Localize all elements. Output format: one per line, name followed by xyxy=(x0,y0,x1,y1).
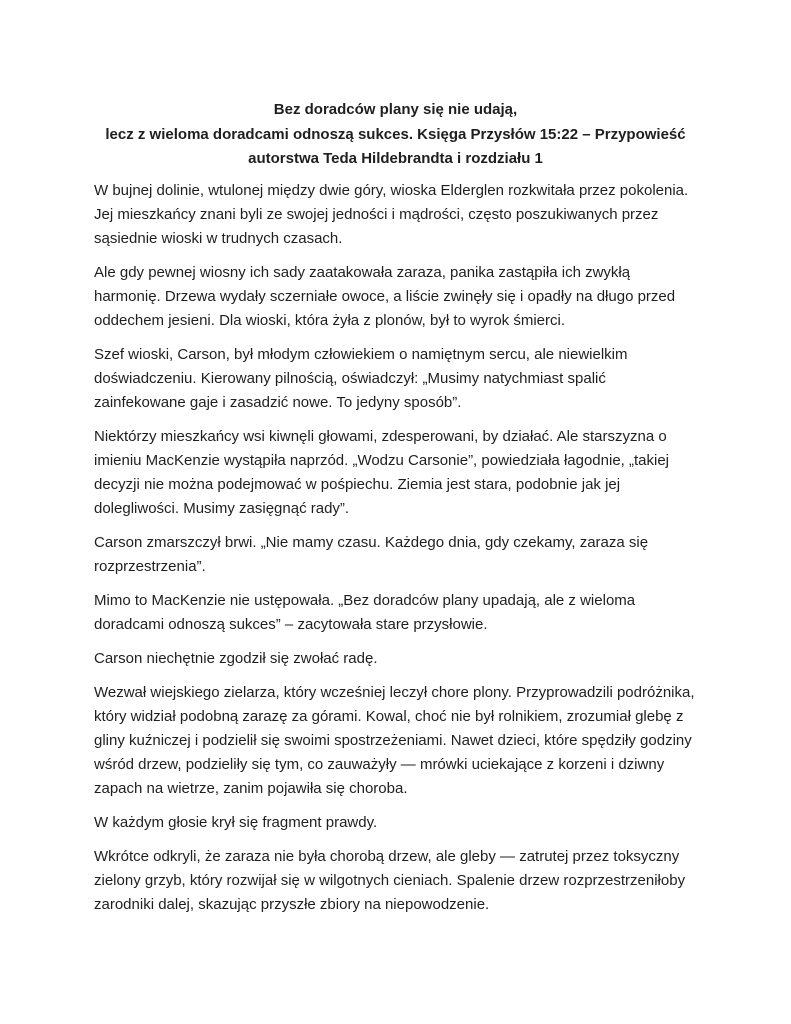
paragraph-9: W każdym głosie krył się fragment prawdy. xyxy=(94,813,378,831)
title-line-1: Bez doradców plany się nie udają, xyxy=(273,101,518,118)
paragraph-6: Mimo to MacKenzie nie ustępowała. „Bez doradców plany upadają, ale z wieloma doradcami odnoszą sukces” – zacytowała stare przysłowie. xyxy=(94,591,636,633)
title-line-3: autorstwa Teda Hildebrandta i rozdziału 1 xyxy=(248,150,543,167)
paragraph-1: W bujnej dolinie, wtulonej między dwie góry, wioska Elderglen rozkwitała przez pokolenia. Jej mieszkańcy znani byli ze swojej jedności i mądrości, często poszukiwanych przez sąsiednie wioski w trudnych czasach. xyxy=(94,181,689,247)
document-title xyxy=(94,98,697,172)
paragraph-3: Szef wioski, Carson, był młodym człowiekiem o namiętnym sercu, ale niewielkim doświadczeniu. Kierowany pilnością, oświadczył: „Musimy natychmiast spalić zainfekowane gaje i zasadzić nowe. To jedyny sposób”. xyxy=(94,345,628,411)
paragraph-2: Ale gdy pewnej wiosny ich sady zaatakowała zaraza, panika zastąpiła ich zwykłą harmonię. Drzewa wydały sczerniałe owoce, a liście zwinęły się i opadły na długo przed oddechem jesieni. Dla wioski, która żyła z plonów, był to wyrok śmierci. xyxy=(94,263,676,329)
paragraph-10: Wkrótce odkryli, że zaraza nie była chorobą drzew, ale gleby — zatrutej przez toksyczny zielony grzyb, który rozwijał się w wilgotnych cieniach. Spalenie drzew rozprzestrzeniłoby zarodniki dalej, skazując przyszłe zbiory na niepowodzenie. xyxy=(94,847,686,913)
paragraph-8: Wezwał wiejskiego zielarza, który wcześniej leczył chore plony. Przyprowadzili podróżnika, który widział podobną zarazę za górami. Kowal, choć nie był rolnikiem, zrozumiał glebę z gliny kuźniczej i podzielił się swoimi spostrzeżeniami. Nawet dzieci, które spędziły godziny wśród drzew, podzieliły się tym, co zauważyły — mrówki uciekające z korzeni i dziwny zapach na wietrze, zanim pojawiła się choroba. xyxy=(94,683,695,797)
title-line-2: lecz z wieloma doradcami odnoszą sukces. Księga Przysłów 15:22 – Przypowieść xyxy=(105,125,686,143)
paragraph-5: Carson zmarszczył brwi. „Nie mamy czasu. Każdego dnia, gdy czekamy, zaraza się rozprzestrzenia”. xyxy=(94,533,649,575)
document-body xyxy=(94,179,697,917)
paragraph-7: Carson niechętnie zgodził się zwołać radę. xyxy=(94,649,378,667)
paragraph-4: Niektórzy mieszkańcy wsi kiwnęli głowami, zdesperowani, by działać. Ale starszyzna o imieniu MacKenzie wystąpiła naprzód. „Wodzu Carsonie”, powiedziała łagodnie, „takiej decyzji nie można podejmować w pośpiechu. Ziemia jest stara, podobnie jak jej dolegliwości. Musimy zasięgnąć rady”. xyxy=(94,427,670,517)
